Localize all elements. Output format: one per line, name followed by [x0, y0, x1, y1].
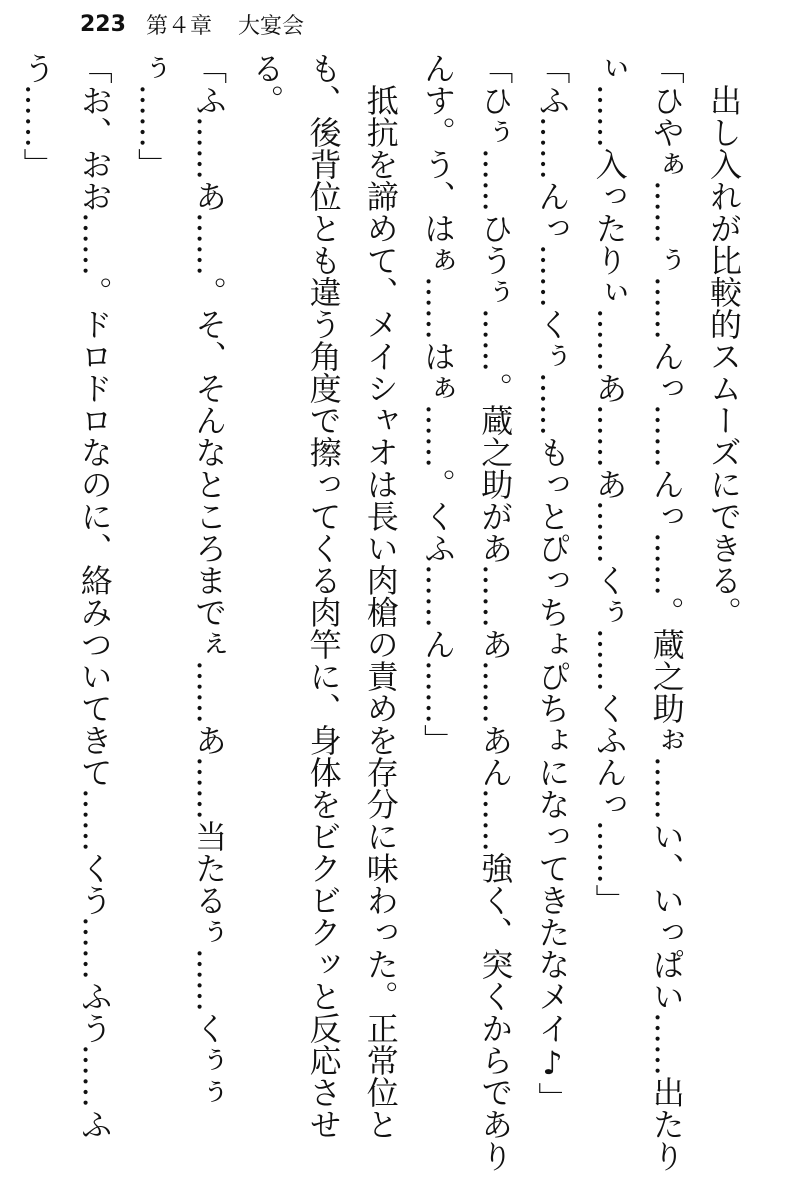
page-number: 223 — [80, 11, 126, 37]
paragraph-narration: 抵抗を諦めて、メイシャオは長い肉槍の責めを存分に味わった。正常位とも、後背位とも違う角度で擦ってくる肉竿に、身体をビクビクッと反応させる。 — [247, 52, 400, 1140]
paragraph-dialogue: 「お、おお……。ドロドロなのに、絡みついてきて……くう……ふう……ふう……」 — [18, 52, 114, 1140]
vertical-body-text — [18, 52, 752, 1192]
chapter-label: 第４章 — [145, 13, 212, 39]
paragraph-narration: 出し入れが比較的スムーズにできる。 — [705, 84, 743, 628]
paragraph-dialogue: 「ひぅ……ひうぅ……。蔵之助があ……あ……あん……強く、突くからでありんす。う、はぁ……はぁ……。くふ……ん……」 — [418, 52, 515, 1172]
paragraph-dialogue: 「ひやぁ……ぅ……んっ……んっ……。蔵之助ぉ……い、いっぱい……出たりぃ……入ったりぃ……あ……あ……くぅ……くふんっ……」 — [590, 52, 686, 1172]
chapter-title: 大宴会 — [237, 13, 304, 39]
running-header — [80, 4, 304, 44]
paragraph-dialogue — [0, 52, 8, 1192]
paragraph-dialogue: 「ふ……んっ……くぅ……もっとぴっちょぴちょになってきたなメイ♪」 — [533, 52, 572, 1114]
paragraph-dialogue: 「ふ……あ……。そ、そんなところまでぇ……あ……当たるぅ……くぅぅぅ……」 — [132, 52, 229, 1108]
